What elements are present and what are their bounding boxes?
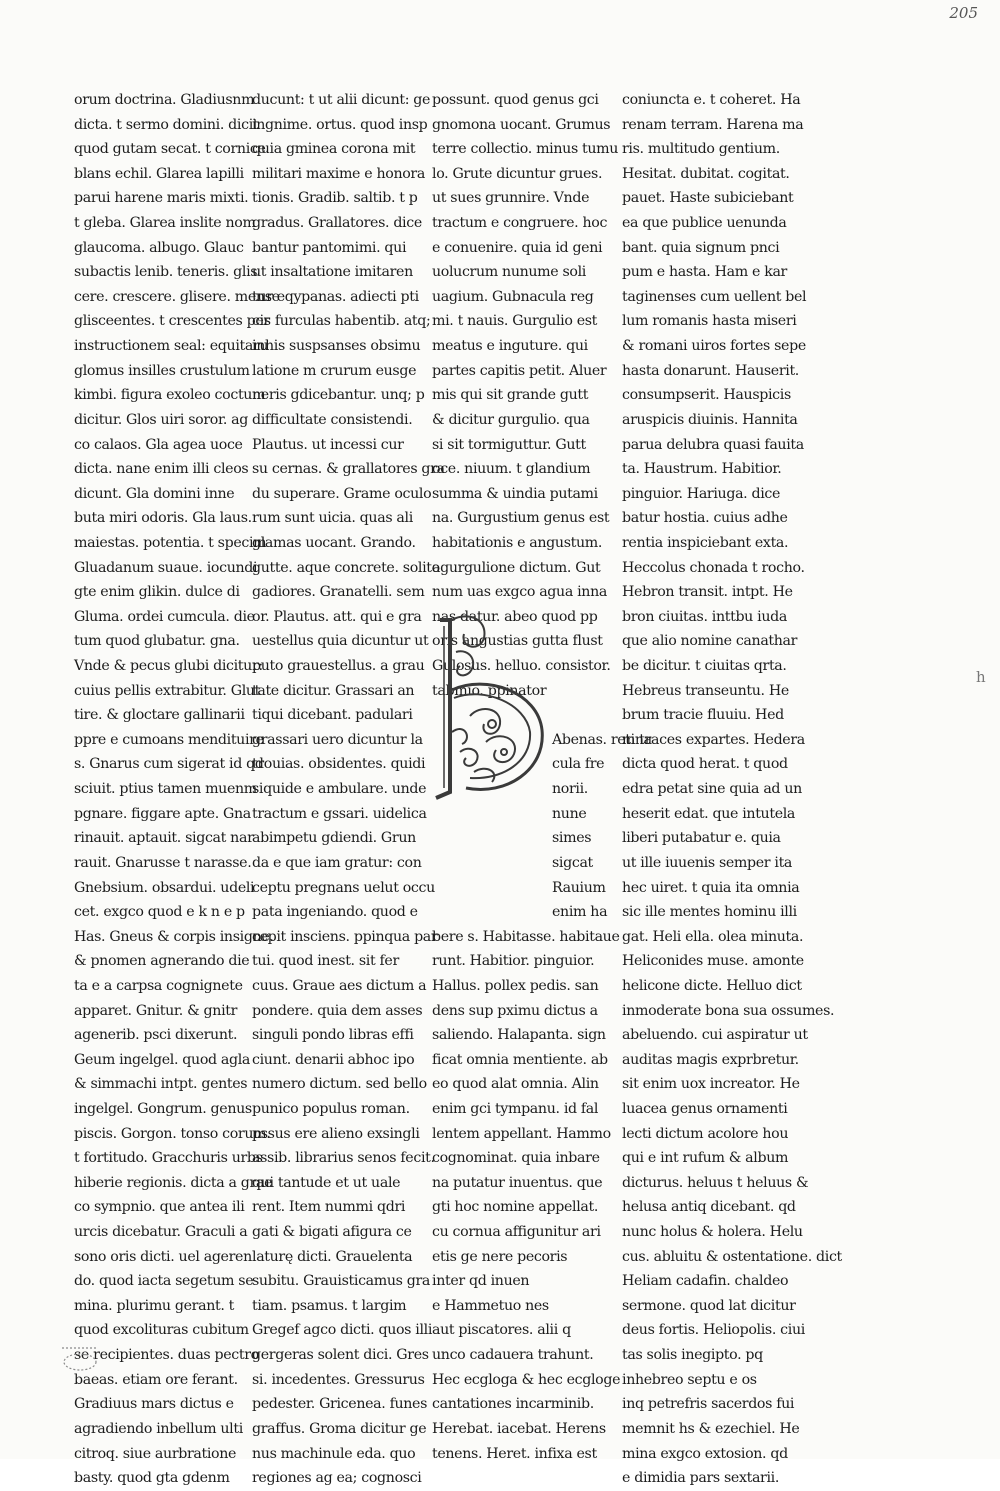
text-line: tenens. Heret. infixa est xyxy=(432,1445,597,1462)
text-line: pedester. Gricenea. funes xyxy=(252,1396,428,1413)
text-line: gradus. Grallatores. dice xyxy=(252,215,422,232)
text-line: taginenses cum uellent bel xyxy=(622,288,807,305)
text-line: qui e int rufum & album xyxy=(622,1150,789,1167)
text-line: num uas exgco agua inna xyxy=(432,584,607,601)
text-line: assib. librarius senos fecit. xyxy=(252,1150,435,1167)
text-line: quia gminea corona mit xyxy=(252,141,416,158)
text-line: gte enim glikin. dulce di xyxy=(74,584,240,601)
text-line: pondere. quia dem asses xyxy=(252,1002,423,1019)
text-line: memnit hs & ezechiel. He xyxy=(622,1420,800,1437)
text-line: cognominat. quia inbare xyxy=(432,1150,600,1167)
text-line: Hec ecgloga & hec ecgloge xyxy=(432,1371,621,1388)
text-line: dicta. nane enim illi cleos xyxy=(74,461,249,478)
text-line: cu cornua affigunitur ari xyxy=(432,1224,601,1241)
text-line: basty. quod gta gdenm xyxy=(74,1470,230,1487)
text-line: Herebat. iacebat. Herens xyxy=(432,1420,606,1437)
text-line: tire. & gloctare gallinarii xyxy=(74,707,245,724)
text-line: ris. multitudo gentium. xyxy=(622,141,780,158)
text-line: trouias. obsidentes. quidi xyxy=(252,756,426,773)
text-line: uolucrum nunume soli xyxy=(432,264,586,281)
text-line: nune xyxy=(552,805,587,822)
text-line: enim gci tympanu. id fal xyxy=(432,1100,599,1117)
text-line: orum doctrina. Gladiusnm xyxy=(74,92,255,108)
text-line: ducunt: t ut alii dicunt: ge xyxy=(252,92,431,108)
text-line: ingnime. ortus. quod insp xyxy=(252,116,428,133)
text-line: cepit insciens. ppinqua par xyxy=(252,928,438,945)
text-line: pata ingeniando. quod e xyxy=(252,904,418,921)
text-line: Gradiuus mars dictus e xyxy=(74,1396,234,1413)
text-line: brum tracie fluuiu. Hed xyxy=(622,707,784,724)
text-line: partes capitis petit. Aluer xyxy=(432,362,607,379)
text-line: inhebreo septu e os xyxy=(622,1371,757,1388)
text-line: oris angustias gutta flust xyxy=(432,633,603,650)
text-line: ingelgel. Gongrum. genus xyxy=(74,1100,252,1117)
text-line: graffus. Groma dicitur ge xyxy=(252,1420,427,1437)
text-line: instructionem seal: equitaru xyxy=(74,338,269,355)
text-line: tractum e congruere. hoc xyxy=(432,215,608,232)
text-line: bron ciuitas. inttbu iuda xyxy=(622,608,787,625)
text-line: lum romanis hasta miseri xyxy=(622,313,797,330)
text-line: bere s. Habitasse. habitaue xyxy=(432,928,620,945)
text-line: enim ha xyxy=(552,904,608,921)
text-line: oce. niuum. t glandium xyxy=(432,461,591,478)
text-line: quod excolituras cubitum xyxy=(74,1322,249,1339)
text-line: glisceentes. t crescentes per xyxy=(74,313,270,330)
text-line: Rauium xyxy=(552,879,606,896)
text-line: gat. Heli ella. olea minuta. xyxy=(622,928,804,945)
text-line: aut piscatores. alii q xyxy=(432,1322,571,1339)
text-line: Vnde & pecus glubi dicitur: xyxy=(74,658,263,675)
text-line: unco cadauera trahunt. xyxy=(432,1347,594,1364)
text-line: nunc holus & holera. Helu xyxy=(622,1224,803,1241)
text-line: militari maxime e honora xyxy=(252,165,425,182)
text-line: e dimidia pars sextarii. xyxy=(622,1470,780,1487)
text-line: simes xyxy=(552,830,592,847)
text-line: subitu. Grauisticamus gra xyxy=(252,1273,431,1290)
text-line: rinauit. aptauit. sigcat nar xyxy=(74,830,254,847)
text-line: hiberie regionis. dicta a grae xyxy=(74,1174,273,1191)
text-line: su cernas. & grallatores gra xyxy=(252,461,445,478)
text-line: rum sunt uicia. quas ali xyxy=(252,510,413,527)
text-line: sit enim uox increator. He xyxy=(622,1076,800,1093)
text-line: tur eqypanas. adiecti pti xyxy=(252,288,419,305)
text-line: do. quod iacta segetum se xyxy=(74,1273,254,1290)
text-line: heserit edat. que intutela xyxy=(622,805,796,822)
text-line: tas solis inegipto. pq xyxy=(622,1347,763,1364)
text-line: sigcat xyxy=(552,854,593,871)
text-line: inmoderate bona sua ossumes. xyxy=(622,1002,835,1019)
text-line: que alio nomine canathar xyxy=(622,633,798,650)
text-line: maiestas. potentia. t specim xyxy=(74,534,267,551)
text-line: gergeras solent dici. Gres xyxy=(252,1347,429,1364)
text-line: Gulosus. helluo. consistor. xyxy=(432,658,611,675)
text-line: & romani uiros fortes sepe xyxy=(622,338,806,355)
text-line: Geum ingelgel. quod agla xyxy=(74,1051,251,1068)
text-line: terre collectio. minus tumu xyxy=(432,141,619,158)
text-line: possunt. quod genus gci xyxy=(432,92,599,108)
text-line: co sympnio. que antea ili xyxy=(74,1199,245,1216)
text-line: laturę dicti. Grauelenta xyxy=(252,1248,413,1265)
text-line: & pnomen agnerando die xyxy=(74,953,250,970)
text-line: inq petrefris sacerdos fui xyxy=(622,1396,795,1413)
text-line: glomus insilles crustulum xyxy=(74,362,250,379)
text-line: latione m crurum eusge xyxy=(252,362,417,379)
text-line: rauit. Gnarusse t narasse. xyxy=(74,854,252,871)
text-line: s. Gnarus cum sigerat id qd xyxy=(74,756,264,773)
text-line: lecti dictum acolore hou xyxy=(622,1125,789,1142)
text-line: parua delubra quasi fauita xyxy=(622,436,804,453)
text-line: se recipientes. duas pectro xyxy=(74,1347,259,1364)
text-line: na. Gurgustium genus est xyxy=(432,510,610,527)
text-line: baeas. etiam ore ferant. xyxy=(74,1371,238,1388)
text-line: cula fre xyxy=(552,756,605,773)
text-line: & simmachi intpt. gentes xyxy=(74,1076,248,1093)
text-line: apparet. Gnitur. & gnitr xyxy=(74,1002,238,1019)
text-line: Heccolus chonada t rocho. xyxy=(622,559,805,576)
text-line: co calaos. Gla agea uoce xyxy=(74,436,243,453)
text-line: si sit tormiguttur. Gutt xyxy=(432,436,586,453)
text-line: Gluma. ordei cumcula. die xyxy=(74,608,255,625)
text-line: abeluendo. cui aspiratur ut xyxy=(622,1027,808,1044)
text-line: e conuenire. quia id geni xyxy=(432,239,603,256)
text-line: mi. t nauis. Gurgulio est xyxy=(432,313,598,330)
text-line: tractum e gssari. uidelica xyxy=(252,805,427,822)
text-line: Gluadanum suaue. iocundi xyxy=(74,559,258,576)
text-line: difficultate consistendi. xyxy=(252,411,413,428)
text-line: uagium. Gubnacula reg xyxy=(432,288,594,305)
text-line: ficat omnia mentiente. ab xyxy=(432,1051,608,1068)
text-line: buta miri odoris. Gla laus. xyxy=(74,510,252,527)
text-line: cis furculas habentib. atq; xyxy=(252,313,431,330)
margin-note: h xyxy=(976,668,986,686)
text-line: quod gutam secat. t cornice xyxy=(74,141,266,158)
text-line: mina exgco extosion. qd xyxy=(622,1445,788,1462)
text-line: punico populus roman. xyxy=(252,1100,410,1117)
text-line: etis ge nere pecoris xyxy=(432,1248,568,1265)
text-line: agurgulione dictum. Gut xyxy=(432,559,601,576)
text-line: tiam. psamus. t largim xyxy=(252,1297,407,1314)
text-line: tum quod glubatur. gna. xyxy=(74,633,240,650)
text-line: na putatur inuentus. que xyxy=(432,1174,603,1191)
text-line: gnomona uocant. Grumus xyxy=(432,116,611,133)
text-line: rent. Item nummi qdri xyxy=(252,1199,406,1216)
text-line: meatus e inguture. qui xyxy=(432,338,588,355)
text-line: saliendo. Halapanta. sign xyxy=(432,1027,606,1044)
text-line: neris gdicebantur. unq; p xyxy=(252,387,425,404)
text-line: tabmio. ppinator xyxy=(432,682,547,699)
text-line: da e que iam gratur: con xyxy=(252,854,422,871)
text-line: kimbi. figura exoleo coctum xyxy=(74,387,266,404)
text-line: or. Plautus. att. qui e gra xyxy=(252,608,422,625)
text-line: gati & bigati afigura ce xyxy=(252,1224,412,1241)
text-line: Abenas. retina xyxy=(552,731,652,748)
column-4 xyxy=(622,88,842,1491)
text-line: consumpserit. Hauspicis xyxy=(622,387,791,404)
text-line: sermone. quod lat dicitur xyxy=(622,1297,796,1314)
text-line: Has. Gneus & corpis insigne. xyxy=(74,928,274,945)
text-line: grassari uero dicuntur la xyxy=(252,731,423,748)
text-line: liberi putabatur e. quia xyxy=(622,830,781,847)
text-line: gti hoc nomine appellat. xyxy=(432,1199,599,1216)
text-line: ppre e cumoans mendituire xyxy=(74,731,264,748)
text-line: singuli pondo libras effi xyxy=(252,1027,414,1044)
text-line: dicta. t sermo domini. dicit xyxy=(74,116,259,133)
text-line: tui. quod inest. sit fer xyxy=(252,953,399,970)
text-line: Heliam cadafin. chaldeo xyxy=(622,1273,789,1290)
text-line: ta. Haustrum. Habitior. xyxy=(622,461,782,478)
text-line: Heliconides muse. amonte xyxy=(622,953,804,970)
text-line: t gleba. Glarea inslite nom xyxy=(74,215,256,232)
text-line: cet. exgco quod e k n e p xyxy=(74,904,245,921)
text-line: norii. xyxy=(552,781,588,798)
text-line: Hebreus transeuntu. He xyxy=(622,682,789,699)
text-line: habitationis e angustum. xyxy=(432,534,603,551)
text-line: ut insaltatione imitaren xyxy=(252,264,413,281)
text-line: numero dictum. sed bello xyxy=(252,1076,427,1093)
text-line: Plautus. ut incessi cur xyxy=(252,436,404,453)
text-line: lo. Grute dicuntur grues. xyxy=(432,165,603,182)
text-line: Hallus. pollex pedis. san xyxy=(432,977,599,994)
text-line: runt. Habitior. pinguior. xyxy=(432,953,595,970)
text-line: cere. crescere. glisere. mense xyxy=(74,288,280,305)
text-line: inter qd inuen xyxy=(432,1273,530,1290)
text-line: parui harene maris mixti. xyxy=(74,190,249,207)
text-line: nus machinule eda. quo xyxy=(252,1445,416,1462)
text-line: eo quod alat omnia. Alin xyxy=(432,1076,599,1093)
text-line: citroq. siue aurbratione xyxy=(74,1445,237,1462)
text-line: luacea genus ornamenti xyxy=(622,1100,788,1117)
text-line: e Hammetuo nes xyxy=(432,1297,549,1314)
text-line: tiqui dicebant. padulari xyxy=(252,707,413,724)
text-line: mis qui sit grande gutt xyxy=(432,387,589,404)
text-line: subactis lenib. teneris. glis xyxy=(74,264,258,281)
text-line: gadiores. Granatelli. sem xyxy=(252,584,425,601)
text-line: t fortitudo. Gracchuris urbs xyxy=(74,1150,263,1167)
text-line: ut sues grunnire. Vnde xyxy=(432,190,590,207)
column-2 xyxy=(252,88,445,1491)
text-line: piscis. Gorgon. tonso corum. xyxy=(74,1125,271,1142)
text-line: glaucoma. albugo. Glauc xyxy=(74,239,244,256)
library-stamp xyxy=(58,1340,104,1374)
text-line: si. incedentes. Gressurus xyxy=(252,1371,425,1388)
text-line: rentia inspiciebant exta. xyxy=(622,534,789,551)
text-line: qui tantude et ut uale xyxy=(252,1174,401,1191)
text-line: abimpetu gdiendi. Grun xyxy=(252,830,416,847)
text-line: cuius pellis extrabitur. Glut xyxy=(74,682,261,699)
text-line: sciuit. ptius tamen muenm xyxy=(74,781,257,798)
text-line: cus. abluitu & ostentatione. dict xyxy=(622,1248,842,1265)
text-line: mina. plurimu gerant. t xyxy=(74,1297,235,1314)
text-line: helusa antiq dicebant. qd xyxy=(622,1199,796,1216)
text-line: sono oris dicti. uel ageren xyxy=(74,1248,252,1265)
text-line: glamas uocant. Grando. xyxy=(252,534,416,551)
text-line: ceptu pregnans uelut occu xyxy=(252,879,435,896)
text-line: cantationes incarminib. xyxy=(432,1396,594,1413)
text-line: blans echil. Glarea lapilli xyxy=(74,165,244,182)
text-line: regiones ag ea; cognosci xyxy=(252,1470,422,1487)
text-line: & dicitur gurgulio. qua xyxy=(432,411,590,428)
folio-number: 205 xyxy=(949,4,978,22)
text-line: dens sup pximu dictus a xyxy=(432,1002,598,1019)
text-line: lentem appellant. Hammo xyxy=(432,1125,611,1142)
text-line: agenerib. psci dixerunt. xyxy=(74,1027,238,1044)
text-line: uestellus quia dicuntur ut xyxy=(252,633,429,650)
text-line: dicitur. Glos uiri soror. ag xyxy=(74,411,249,428)
text-line: pum e hasta. Ham e kar xyxy=(622,264,787,281)
text-line: m traces expartes. Hedera xyxy=(622,731,805,748)
text-line: Hesitat. dubitat. cogitat. xyxy=(622,165,790,182)
text-line: siquide e ambulare. unde xyxy=(252,781,427,798)
text-line: edra petat sine quia ad un xyxy=(622,781,802,798)
text-line: coniuncta e. t coheret. Ha xyxy=(622,92,801,108)
text-line: hec uiret. t quia ita omnia xyxy=(622,879,800,896)
text-line: pgnare. figgare apte. Gna xyxy=(74,805,251,822)
text-line: deus fortis. Heliopolis. ciui xyxy=(622,1322,805,1339)
text-line: be dicitur. t ciuitas qrta. xyxy=(622,658,787,675)
text-line: aruspicis diuinis. Hannita xyxy=(622,411,798,428)
text-line: bant. quia signum pnci xyxy=(622,239,780,256)
text-line: sic ille mentes hominu illi xyxy=(622,904,797,921)
text-line: dicturus. heluus t heluus & xyxy=(622,1174,809,1191)
text-line: dicta quod herat. t quod xyxy=(622,756,788,773)
text-line: cuus. Graue aes dictum a xyxy=(252,977,427,994)
column-1 xyxy=(74,88,280,1491)
text-line: helicone dicte. Helluo dict xyxy=(622,977,802,994)
text-line: du superare. Grame oculo xyxy=(252,485,432,502)
text-line: ea que publice uenunda xyxy=(622,215,787,232)
text-line: batur hostia. cuius adhe xyxy=(622,510,788,527)
text-line: tate dicitur. Grassari an xyxy=(252,682,415,699)
text-line: nas datur. abeo quod pp xyxy=(432,608,598,625)
text-line: puto grauestellus. a grau xyxy=(252,658,425,675)
text-line: urcis dicebatur. Graculi a xyxy=(74,1224,248,1241)
text-line: gutte. aque concrete. solito xyxy=(252,559,440,576)
text-line: agradiendo inbellum ulti xyxy=(74,1420,243,1437)
text-line: tionis. Gradib. saltib. t p xyxy=(252,190,418,207)
text-line: inhis suspsanses obsimu xyxy=(252,338,421,355)
text-line: Gregef agco dicti. quos illi xyxy=(252,1322,433,1339)
decorated-initial-h xyxy=(426,612,552,802)
text-line: ta e a carpsa cognignete xyxy=(74,977,243,994)
text-line: hasta donarunt. Hauserit. xyxy=(622,362,799,379)
text-line: dicunt. Gla domini inne xyxy=(74,485,235,502)
text-line: ut ille iuuenis semper ita xyxy=(622,854,793,871)
text-line: Hebron transit. intpt. He xyxy=(622,584,793,601)
text-line: pinguior. Hariuga. dice xyxy=(622,485,781,502)
text-line: pauet. Haste subiciebant xyxy=(622,190,794,207)
text-line: Gnebsium. obsardui. udeli xyxy=(74,879,255,896)
text-line: pssus ere alieno exsingli xyxy=(252,1125,420,1142)
text-line: renam terram. Harena ma xyxy=(622,116,804,133)
text-line: auditas magis exprbretur. xyxy=(622,1051,799,1068)
text-line: summa & uindia putami xyxy=(432,485,598,502)
text-line: ciunt. denarii abhoc ipo xyxy=(252,1051,415,1068)
text-line: bantur pantomimi. qui xyxy=(252,239,407,256)
